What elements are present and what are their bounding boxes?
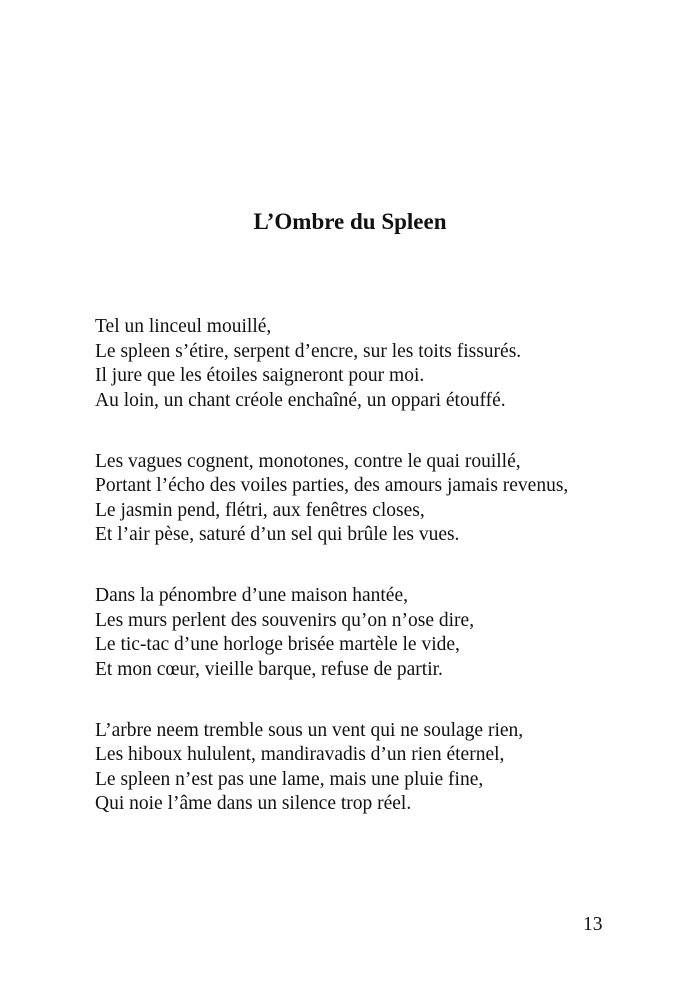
poem-line: Qui noie l’âme dans un silence trop réel. — [95, 793, 412, 814]
poem-title: L’Ombre du Spleen — [253, 209, 447, 234]
poem-line: Portant l’écho des voiles parties, des amours jamais revenus, — [95, 475, 569, 496]
poem-line: Et mon cœur, vieille barque, refuse de partir. — [95, 658, 443, 680]
poem-line: Le spleen n’est pas une lame, mais une pluie fine, — [95, 768, 484, 790]
poem-line: Le jasmin pend, flétri, aux fenêtres closes, — [95, 499, 425, 521]
poem-line: Les vagues cognent, monotones, contre le quai rouillé, — [95, 450, 521, 472]
poem-line: Au loin, un chant créole enchaîné, un oppari étouffé. — [95, 389, 506, 411]
poem-line: Les murs perlent des souvenirs qu’on n’ose dire, — [95, 609, 475, 631]
stanza — [95, 450, 655, 548]
poem-line: Les hiboux hululent, mandiravadis d’un rien éternel, — [95, 744, 505, 765]
poem-line: Et l’air pèse, saturé d’un sel qui brûle les vues. — [95, 524, 460, 545]
stanza — [95, 315, 655, 413]
poem-line: L’arbre neem tremble sous un vent qui ne soulage rien, — [95, 719, 524, 741]
stanza — [95, 719, 655, 817]
poem-line: Dans la pénombre d’une maison hantée, — [95, 585, 408, 606]
stanza — [95, 584, 655, 682]
poem-line: Le spleen s’étire, serpent d’encre, sur les toits fissurés. — [95, 340, 522, 362]
poem-line: Le tic-tac d’une horloge brisée martèle le vide, — [95, 634, 460, 655]
poem-line: Tel un linceul mouillé, — [95, 316, 272, 337]
poem-line: Il jure que les étoiles saigneront pour moi. — [95, 365, 425, 386]
poem-body — [95, 315, 655, 853]
page-number: 13 — [583, 914, 603, 935]
